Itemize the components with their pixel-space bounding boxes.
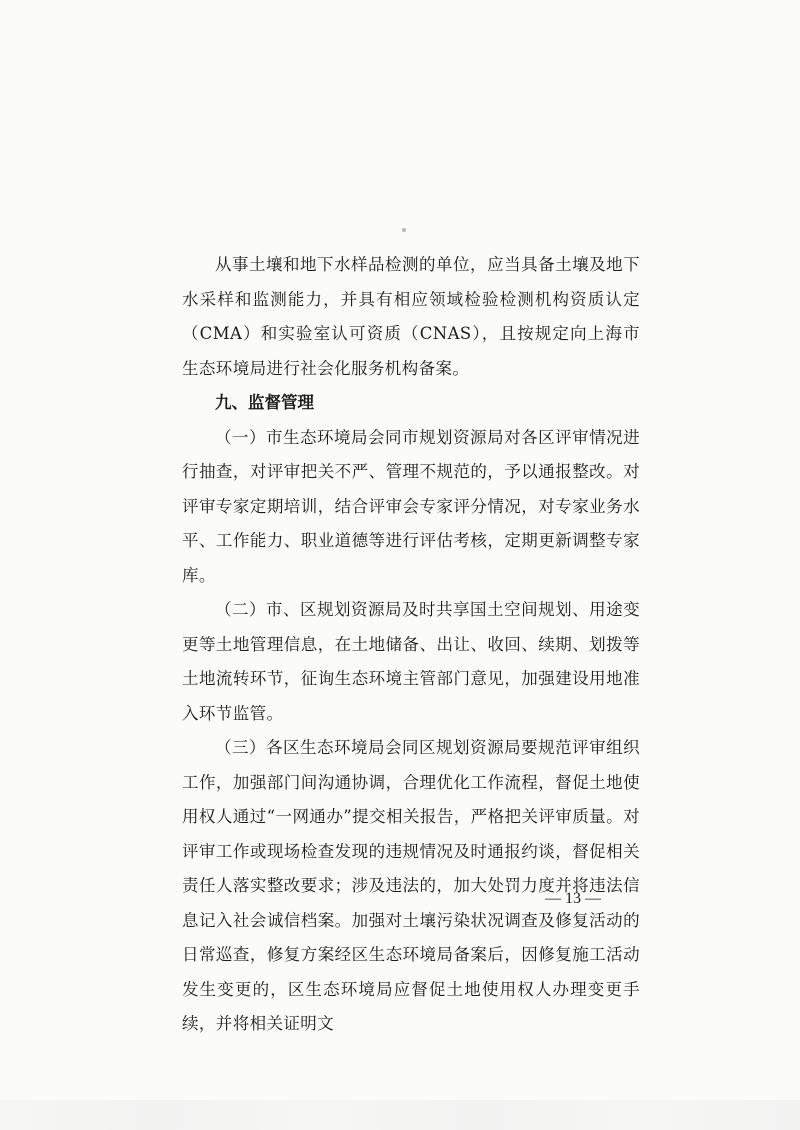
scan-speck [402,228,406,232]
paragraph-item-3: （三）各区生态环境局会同区规划资源局要规范评审组织工作，加强部门间沟通协调，合理优化工作流程，督促土地使用权人通过“一网通办”提交相关报告，严格把关评审质量。对评审工作或现场检查发现的违规情况及时通报约谈，督促相关责任人落实整改要求；涉及违法的，加大处罚力度并将违法信息记入社会诚信档案。加强对土壤污染状况调查及修复活动的日常巡查，修复方案经区生态环境局备案后，因修复施工活动发生变更的，区生态环境局应督促土地使用权人办理变更手续，并将相关证明文 [182,738,640,1033]
section-heading-supervision: 九、监督管理 [215,393,314,412]
paragraph-item-2: （二）市、区规划资源局及时共享国土空间规划、用途变更等土地管理信息，在土地储备、出让、收回、续期、划拨等土地流转环节，征询生态环境主管部门意见，加强建设用地准入环节监管。 [182,600,640,723]
document-body [182,248,640,1042]
page-number: — 13 — [545,890,601,907]
scan-bottom-shadow [0,1100,800,1130]
paragraph-item-1: （一）市生态环境局会同市规划资源局对各区评审情况进行抽查，对评审把关不严、管理不规范的，予以通报整改。对评审专家定期培训，结合评审会专家评分情况，对专家业务水平、工作能力、职业道德等进行评估考核，定期更新调整专家库。 [182,427,640,585]
paragraph-testing-units: 从事土壤和地下水样品检测的单位，应当具备土壤及地下水采样和监测能力，并具有相应领域检验检测机构资质认定（CMA）和实验室认可资质（CNAS），且按规定向上海市生态环境局进行社会化服务机构备案。 [182,255,640,378]
